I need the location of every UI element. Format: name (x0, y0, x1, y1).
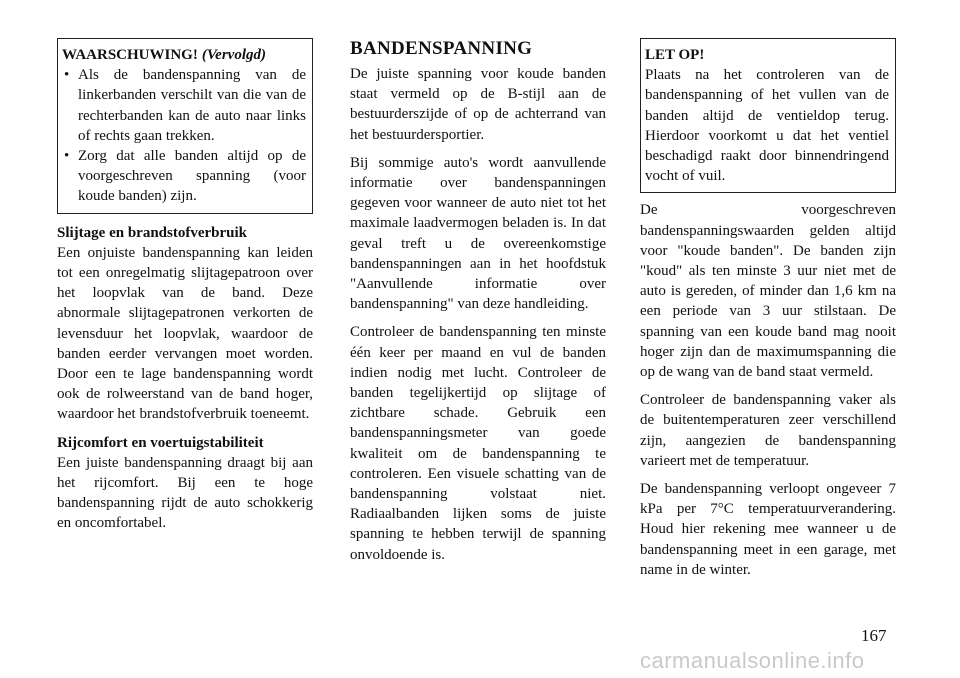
list-item: • Als de bandenspanning van de linkerbanden verschilt van die van de rechterbanden kan de auto naar links of rechts gaan trekken. (64, 67, 306, 144)
warning-list (62, 65, 306, 206)
warning-box (57, 38, 313, 214)
paragraph: Controleer de bandenspanning vaker als de buitentemperaturen zeer verschillend zijn, aangezien de bandenspanning varieert met de temperatuur. (640, 392, 896, 469)
watermark: carmanualsonline.info (640, 648, 865, 673)
bullet-icon: • (64, 148, 70, 165)
column-left (57, 38, 313, 534)
column-right (640, 38, 896, 580)
paragraph: De juiste spanning voor koude banden staat vermeld op de B-stijl aan de bestuurderszijde of op de achterrand van het bestuurdersportier. (350, 66, 606, 143)
section-title: BANDENSPANNING (350, 38, 533, 59)
comfort-heading: Rijcomfort en voertuigstabiliteit (57, 434, 264, 451)
wear-paragraph (57, 223, 313, 425)
paragraph: Bij sommige auto's wordt aanvullende informatie over bandenspanningen gegeven voor wanneer de auto niet tot het maximale laadvermogen beladen is. In dat geval treft u de overeenkomstige bandenspanningen aan in het hoofdstuk "Aanvullende informatie over bandenspanning" van deze handleiding. (350, 154, 606, 313)
caution-title: LET OP! (645, 47, 705, 63)
wear-heading: Slijtage en brandstofverbruik (57, 224, 248, 241)
paragraph: Controleer de bandenspanning ten minste één keer per maand en vul de banden indien nodig met lucht. Controleer de banden tegelijkertijd op slijtage of zichtbare schade. Gebruik een bandenspanningsmeter van goede kwaliteit om de bandenspanning te controleren. Een visuele schatting van de bandenspanning volstaat niet. Radiaalbanden lijken soms de juiste spanning te hebben terwijl de spanning onvoldoende is. (350, 324, 606, 563)
warning-title: WAARSCHUWING! (62, 47, 198, 63)
bullet-icon: • (64, 67, 70, 84)
wear-text: Een onjuiste bandenspanning kan leiden tot een onregelmatig slijtagepatroon over het loopvlak van de band. Deze abnormale slijtagepatronen verkorten de levensduur het loopvlak, waardoor de banden eerder vervangen moet worden. Door een te lage bandenspanning wordt ook de rolweerstand van de band hoger, waardoor het brandstofverbruik toeneemt. (57, 244, 313, 423)
list-item: • Zorg dat alle banden altijd op de voorgeschreven spanning (voor koude banden) zijn. (64, 148, 306, 205)
comfort-text: Een juiste bandenspanning draagt bij aan het rijcomfort. Bij een te hoge bandenspanning rijdt de auto schokkerig en oncomfortabel. (57, 454, 313, 532)
caution-box (640, 38, 896, 193)
page-number: 167 (861, 626, 887, 645)
warning-heading (62, 45, 306, 65)
paragraph: De voorgeschreven bandenspanningswaarden gelden altijd voor "koude banden". De banden zijn "koud" als ten minste 3 uur niet met de auto is gereden, of minder dan 1,6 km na een periode van 3 uur stilstaan. De spanning van een koude band mag nooit hoger zijn dan de maximumspanning die op de wang van de band staat vermeld. (640, 202, 896, 381)
warning-continued: (Vervolgd) (201, 47, 266, 63)
comfort-paragraph (57, 433, 313, 534)
caution-text: Plaats na het controleren van de bandenspanning of het vullen van de banden altijd de ventieldop terug. Hierdoor voorkomt u dat het ventiel beschadigd raakt door binnendringend vocht of vuil. (645, 67, 889, 185)
column-middle (350, 38, 606, 565)
paragraph: De bandenspanning verloopt ongeveer 7 kPa per 7°C temperatuurverandering. Houd hier rekening mee wanneer u de bandenspanning meet in een garage, met name in de winter. (640, 481, 896, 578)
